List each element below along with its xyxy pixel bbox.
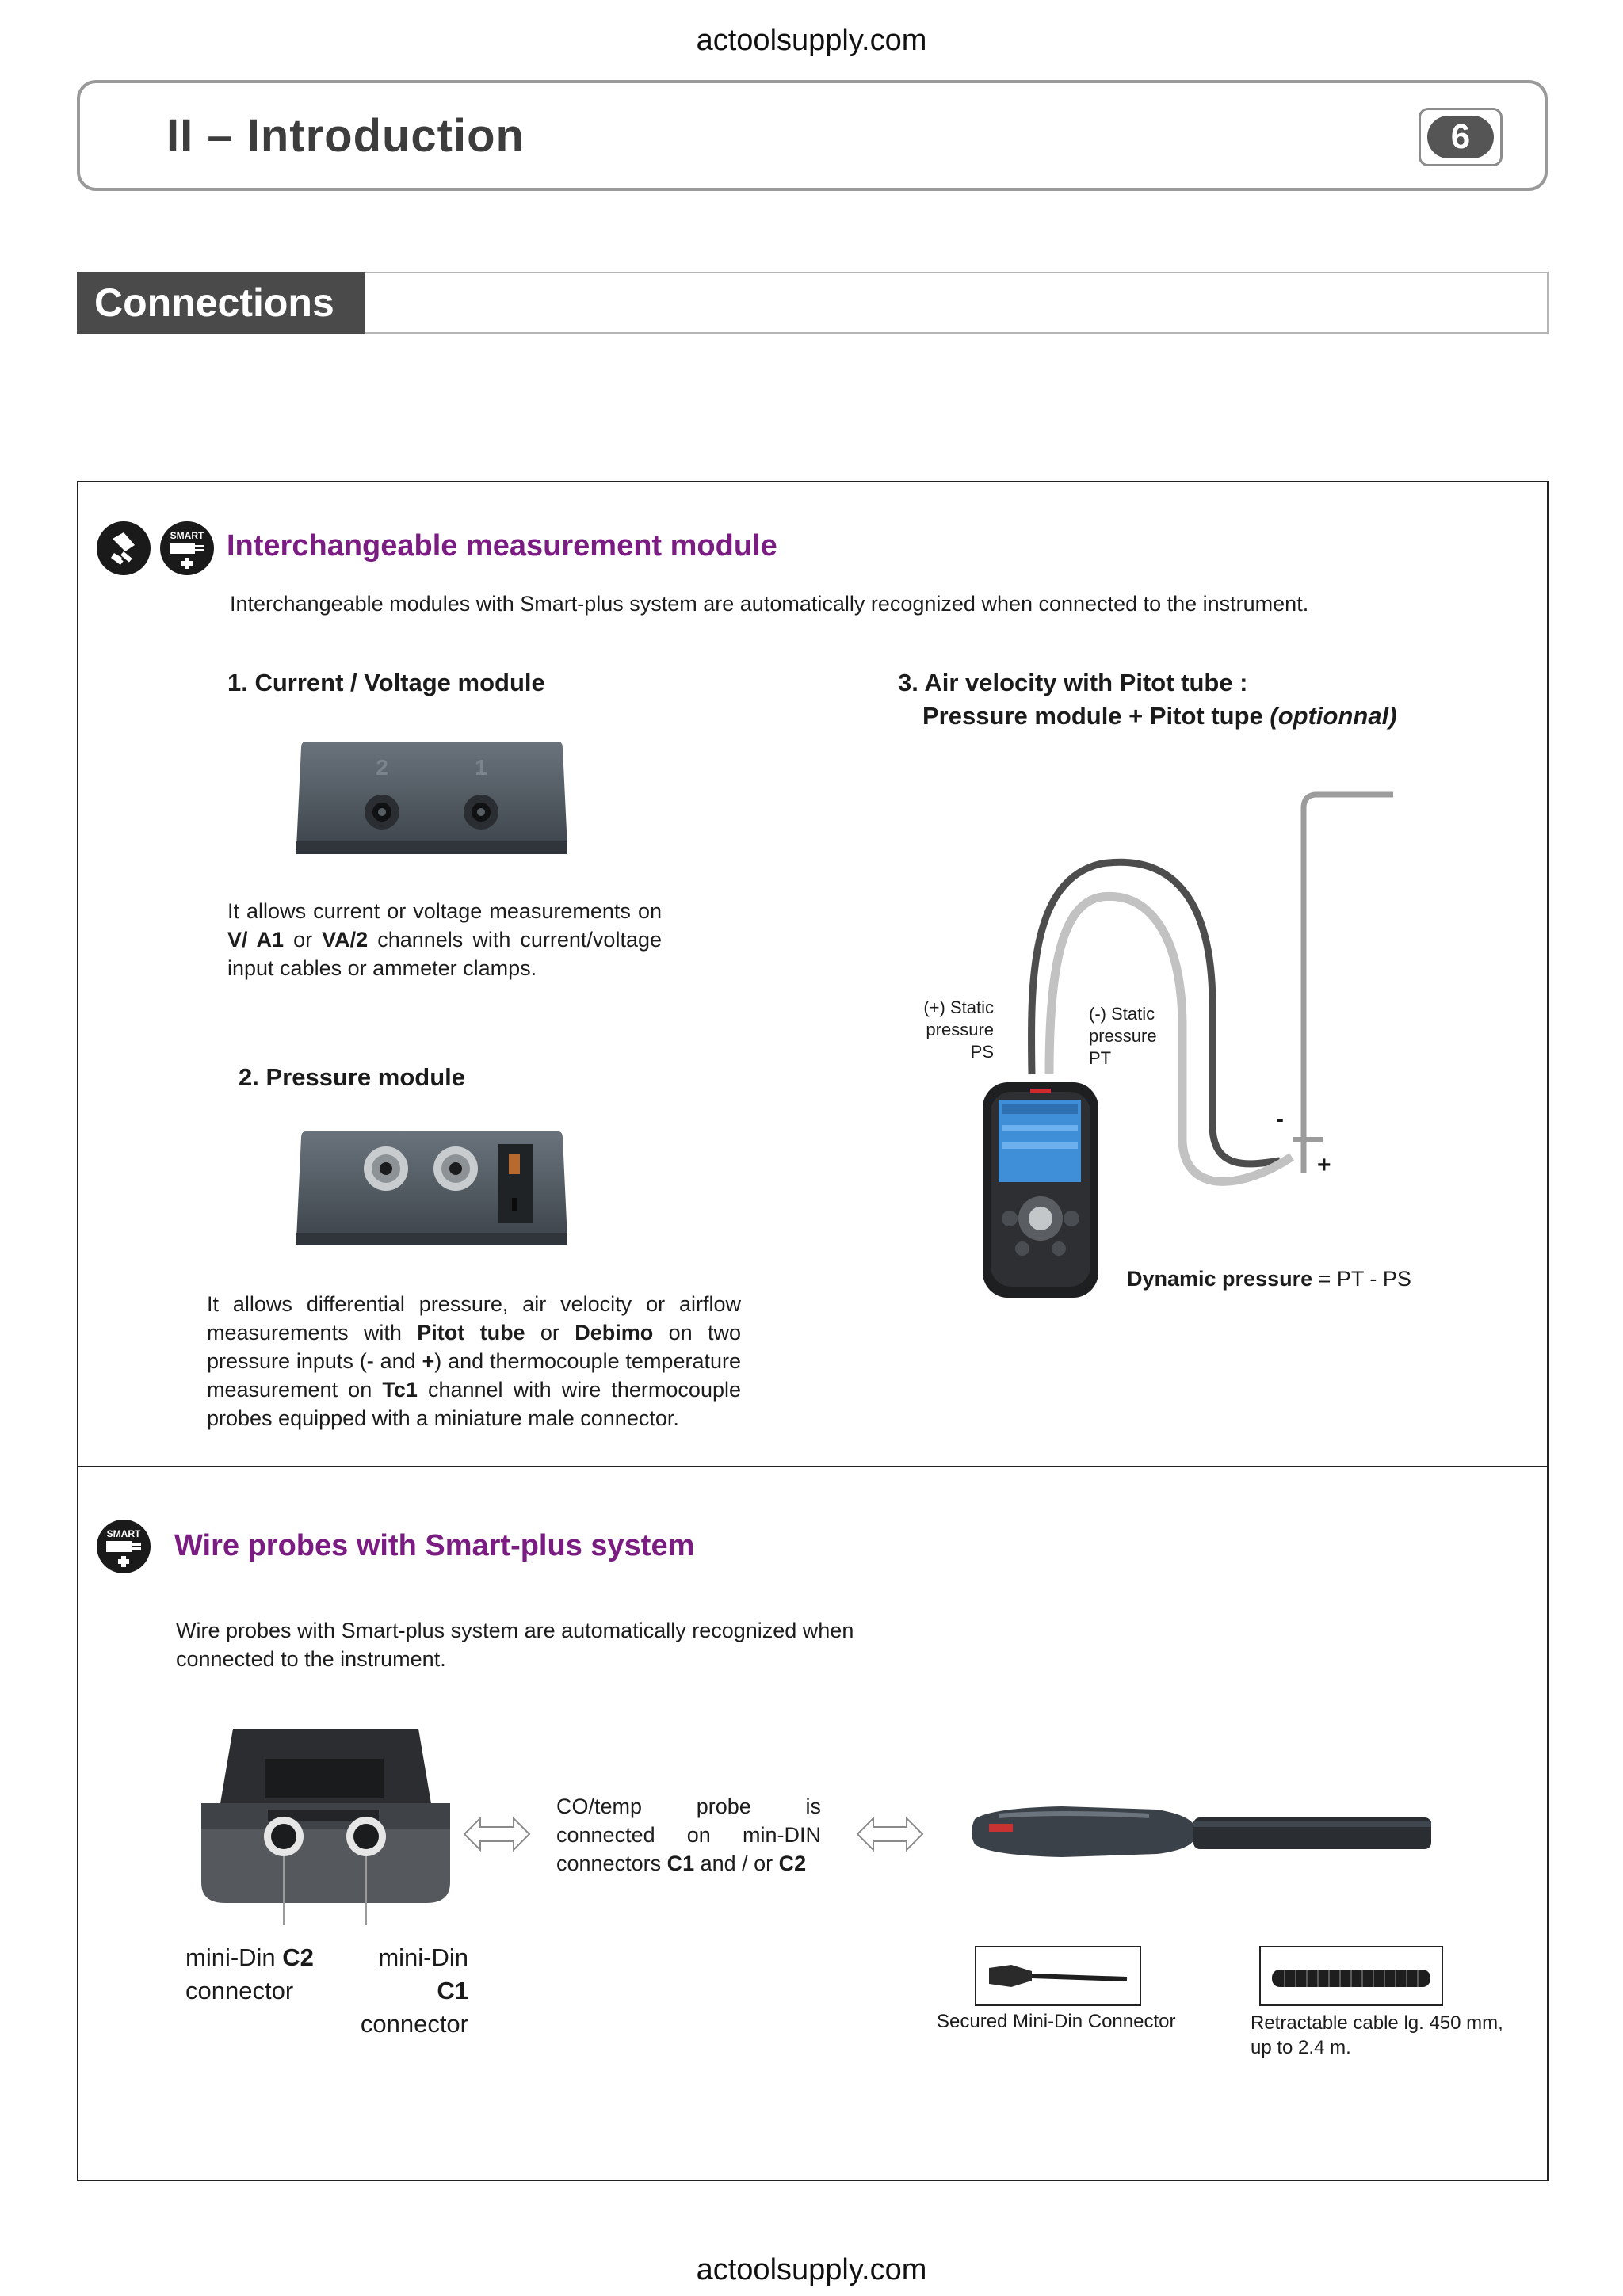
secured-connector-image [975,1946,1141,2006]
connector-c1-label: mini-Din C1 connector [360,1943,468,2038]
interchangeable-heading: Interchangeable measurement module [227,529,777,563]
plus-port-sign: + [1317,1152,1331,1178]
minus-port-sign: - [1276,1106,1284,1132]
dynamic-pressure-formula: Dynamic pressure = PT - PS [1127,1267,1411,1291]
instrument-base-image [197,1727,455,1905]
smart-plus-icon [160,521,214,575]
module1-description: It allows current or voltage measurements on V/ A1 or VA/2 channels with current/voltage input cables or ammeter clamps. [227,899,662,980]
smart-plus-icon-2 [97,1520,151,1573]
smart-badge-text-2: SMART [106,1528,141,1539]
probe-connection-text: CO/temp probe is connected on min-DIN connectors C1 and / or C2 [556,1794,821,1875]
module3-title: 3. Air velocity with Pitot tube : [898,669,1248,696]
interchangeable-intro: Interchangeable modules with Smart-plus system are automatically recognized when connected to the instrument. [230,592,1309,616]
smart-badge-text: SMART [170,530,204,541]
current-voltage-module-image [295,737,569,857]
connector-c2-label: mini-Din C2 connector [185,1943,314,2004]
wire-probes-heading: Wire probes with Smart-plus system [174,1529,695,1562]
retractable-cable-caption: Retractable cable lg. 450 mm, up to 2.4 m. [1251,2012,1503,2058]
double-arrow-icon-left [463,1816,531,1852]
section-title: Connections [77,272,365,334]
module3-subtitle: Pressure module + Pitot tupe (optionnal) [922,702,1397,730]
c2-leader-line [283,1905,285,1925]
footer-url[interactable]: actoolsupply.com [696,2253,927,2286]
co-temp-probe-image [967,1797,1445,1868]
page-number-badge [1419,108,1503,166]
module2-description: It allows differential pressure, air velocity or airflow measurements with Pitot tube or Debimo on two pressure inputs (- and +) and thermocouple temperature measurement on Tc1 channel with wire thermocouple probes equipped with a miniature male connector. [207,1292,741,1430]
minus-static-label: (-) Static pressure PT [1089,1004,1157,1068]
port-label-1: 1 [475,755,487,780]
header-url[interactable]: actoolsupply.com [696,24,927,57]
retractable-cable-image [1259,1946,1443,2006]
pitot-tube-illustration [983,784,1411,1323]
page-number: 6 [1427,116,1494,158]
wire-probes-intro: Wire probes with Smart-plus system are automatically recognized when connected to the instrument. [176,1619,854,1671]
c1-leader-line [365,1905,367,1925]
module1-title: 1. Current / Voltage module [227,669,545,696]
plug-module-icon [97,521,151,575]
chapter-title: II – Introduction [166,110,525,162]
pressure-module-image [295,1125,569,1252]
plus-static-label: (+) Static pressure PS [923,997,994,1062]
port-label-2: 2 [376,755,388,780]
module2-title: 2. Pressure module [239,1063,466,1091]
secured-connector-caption: Secured Mini-Din Connector [937,2011,1176,2032]
double-arrow-icon-right [856,1816,924,1852]
